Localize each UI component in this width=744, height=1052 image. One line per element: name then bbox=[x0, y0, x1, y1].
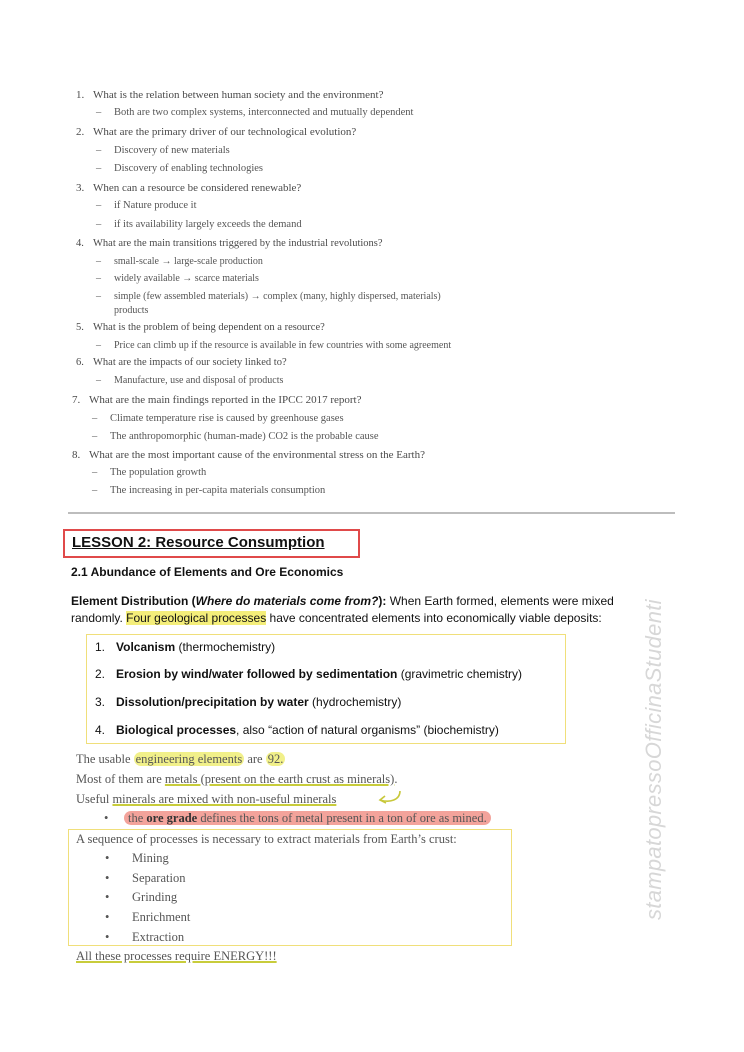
minerals-line: Useful minerals are mixed with non-useful minerals bbox=[76, 792, 337, 806]
answer-6-1: – Manufacture, use and disposal of products bbox=[96, 375, 284, 386]
answer-4-3-continued: products bbox=[114, 305, 149, 316]
answer-7-1: – Climate temperature rise is caused by greenhouse gases bbox=[92, 413, 344, 424]
sequence-item: • Enrichment bbox=[105, 910, 191, 924]
question-8: 8. What are the most important cause of the environmental stress on the Earth? bbox=[72, 449, 425, 461]
answer-5-1: – Price can climb up if the resource is available in few countries with some agreement bbox=[96, 340, 452, 351]
lesson-title: LESSON 2: Resource Consumption bbox=[72, 534, 325, 551]
answer-4-2: – widely available → scarce materials bbox=[96, 273, 259, 284]
answer-3-1: – if Nature produce it bbox=[96, 200, 197, 211]
answer-8-2: – The increasing in per-capita materials consumption bbox=[92, 485, 326, 496]
processes-box bbox=[86, 634, 566, 744]
process-item: 1. Volcanism (thermochemistry) bbox=[95, 640, 276, 654]
answer-8-1: – The population growth bbox=[92, 467, 207, 478]
sequence-item: • Extraction bbox=[105, 930, 185, 944]
sequence-box bbox=[68, 829, 512, 946]
answer-4-3: – simple (few assembled materials) → complex (many, highly dispersed, materials) bbox=[96, 291, 441, 302]
metals-line: Most of them are metals (present on the earth crust as minerals). bbox=[76, 772, 398, 786]
process-item: 2. Erosion by wind/water followed by sedimentation (gravimetric chemistry) bbox=[95, 667, 523, 681]
distribution-line-1: Element Distribution (Where do materials come from?): When Earth formed, elements were mixed bbox=[71, 594, 614, 608]
highlight-ore-grade: the ore grade defines the tons of metal present in a ton of ore as mined. bbox=[124, 811, 491, 825]
watermark: stampatopressoOfficinaStudenti bbox=[641, 599, 666, 920]
highlight-92: 92. bbox=[267, 752, 284, 766]
lesson-title-box bbox=[63, 529, 360, 558]
energy-note: All these processes require ENERGY!!! bbox=[76, 949, 277, 963]
horizontal-divider bbox=[68, 512, 675, 514]
sequence-item: • Separation bbox=[105, 871, 186, 885]
question-6: 6. What are the impacts of our society linked to? bbox=[76, 357, 287, 368]
answer-3-2: – if its availability largely exceeds the demand bbox=[96, 219, 302, 230]
question-3: 3. When can a resource be considered renewable? bbox=[76, 182, 302, 194]
engineering-elements-line: The usable engineering elements are 92. bbox=[76, 752, 284, 766]
sequence-item: • Mining bbox=[105, 851, 169, 865]
curved-arrow-icon bbox=[376, 788, 404, 806]
question-7: 7. What are the main findings reported in the IPCC 2017 report? bbox=[72, 394, 362, 406]
answer-2-1: – Discovery of new materials bbox=[96, 145, 230, 156]
highlight-engineering-elements: engineering elements bbox=[135, 752, 243, 766]
section-title: 2.1 Abundance of Elements and Ore Economics bbox=[71, 565, 344, 579]
highlight-geological-processes: Four geological processes bbox=[126, 611, 267, 625]
process-item: 3. Dissolution/precipitation by water (hydrochemistry) bbox=[95, 695, 402, 709]
answer-1-1: – Both are two complex systems, interconnected and mutually dependent bbox=[96, 107, 414, 118]
answer-2-2: – Discovery of enabling technologies bbox=[96, 163, 263, 174]
process-item: 4. Biological processes, also “action of natural organisms” (biochemistry) bbox=[95, 723, 499, 737]
question-2: 2. What are the primary driver of our technological evolution? bbox=[76, 126, 357, 138]
distribution-line-2: randomly. Four geological processes have concentrated elements into economically viable deposits: bbox=[71, 611, 602, 625]
sequence-item: • Grinding bbox=[105, 890, 178, 904]
answer-4-1: – small-scale → large-scale production bbox=[96, 256, 263, 267]
sequence-intro: A sequence of processes is necessary to extract materials from Earth’s crust: bbox=[76, 832, 457, 846]
answer-7-2: – The anthropomorphic (human-made) CO2 is the probable cause bbox=[92, 431, 379, 442]
question-5: 5. What is the problem of being dependent on a resource? bbox=[76, 322, 325, 333]
ore-grade-bullet: • the ore grade defines the tons of metal present in a ton of ore as mined. bbox=[104, 811, 491, 826]
question-1: 1. What is the relation between human society and the environment? bbox=[76, 89, 384, 101]
question-4: 4. What are the main transitions triggered by the industrial revolutions? bbox=[76, 238, 383, 249]
